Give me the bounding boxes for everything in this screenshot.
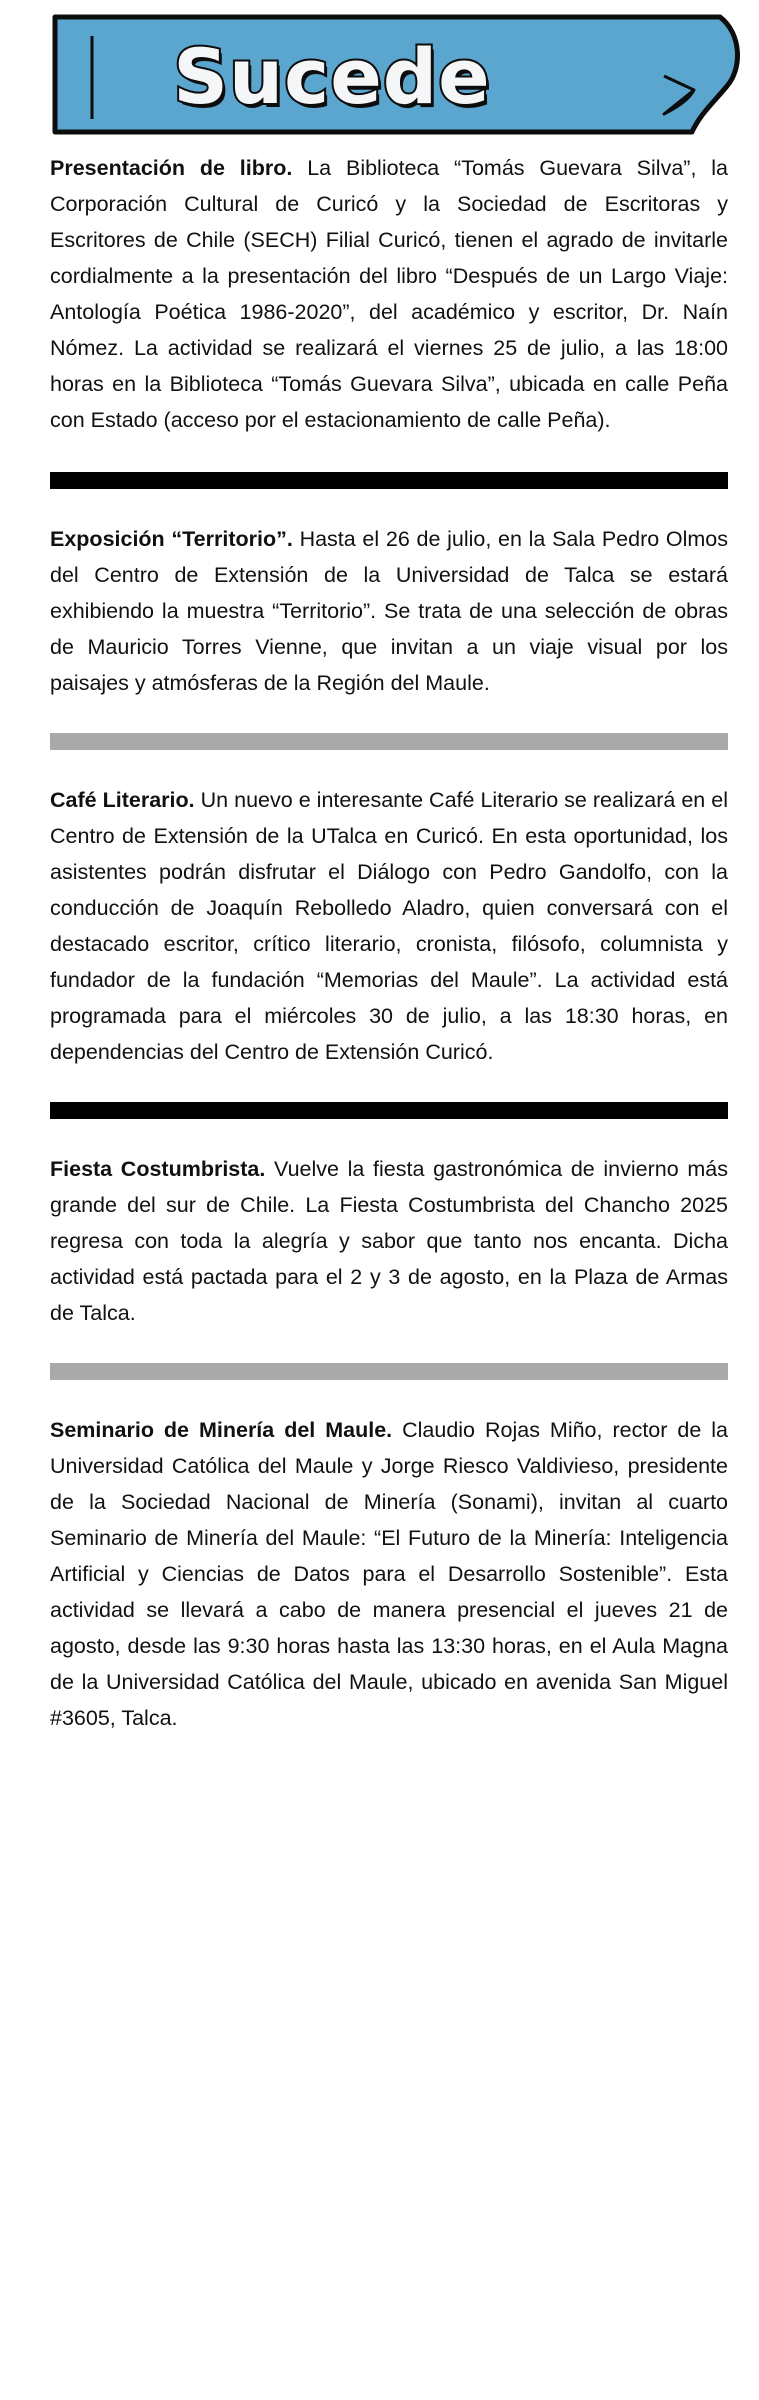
event-body: Vuelve la fiesta gastronómica de invierno más grande del sur de Chile. La Fiesta Costumbrista del Chancho 2025 regresa con toda la alegría y sabor que tanto nos encanta. Dicha actividad está pactada para el 2 y 3 de agosto, en la Plaza de Armas de Talca. [50,1157,728,1325]
event-title: Seminario de Minería del Maule. [50,1418,393,1442]
event-title: Fiesta Costumbrista. [50,1157,266,1181]
separator-bar [50,1363,728,1380]
event-item-seminario-mineria [50,1412,728,1736]
event-title: Café Literario. [50,788,195,812]
section-title: Sucede [173,32,491,121]
event-item-exposicion-territorio [50,521,728,701]
separator-bar [50,1102,728,1119]
event-body: Claudio Rojas Miño, rector de la Universidad Católica del Maule y Jorge Riesco Valdivieso, presidente de la Sociedad Nacional de Minería (Sonami), invitan al cuarto Seminario de Minería del Maule: “El Futuro de la Minería: Inteligencia Artificial y Ciencias de Datos para el Desarrollo Sostenible”. Esta actividad se llevará a cabo de manera presencial el jueves 21 de agosto, desde las 9:30 horas hasta las 13:30 horas, en el Aula Magna de la Universidad Católica del Maule, ubicado en avenida San Miguel #3605, Talca. [50,1418,728,1730]
event-title: Exposición “Territorio”. [50,527,293,551]
event-body: Un nuevo e interesante Café Literario se realizará en el Centro de Extensión de la UTalca en Curicó. En esta oportunidad, los asistentes podrán disfrutar el Diálogo con Pedro Gandolfo, con la conducción de Joaquín Rebolledo Aladro, quien conversará con el destacado escritor, crítico literario, cronista, filósofo, columnista y fundador de la fundación “Memorias del Maule”. La actividad está programada para el miércoles 30 de julio, a las 18:30 horas, en dependencias del Centro de Extensión Curicó. [50,788,728,1064]
event-body: Hasta el 26 de julio, en la Sala Pedro Olmos del Centro de Extensión de la Universidad de Talca se estará exhibiendo la muestra “Territorio”. Se trata de una selección de obras de Mauricio Torres Vienne, que invitan a un viaje visual por los paisajes y atmósferas de la Región del Maule. [50,527,729,695]
event-item-presentacion-libro [50,150,728,438]
event-title: Presentación de libro. [50,156,293,180]
separator-bar [50,733,728,750]
separator-bar [50,472,728,489]
sucede-header-banner [52,14,742,146]
events-list [50,150,728,1736]
event-body: La Biblioteca “Tomás Guevara Silva”, la Corporación Cultural de Curicó y la Sociedad de Escritoras y Escritores de Chile (SECH) Filial Curicó, tienen el agrado de invitarle cordialmente a la presentación del libro “Después de un Largo Viaje: Antología Poética 1986-2020”, del académico y escritor, Dr. Naín Nómez. La actividad se realizará el viernes 25 de julio, a las 18:00 horas en la Biblioteca “Tomás Guevara Silva”, ubicada en calle Peña con Estado (acceso por el estacionamiento de calle Peña). [50,156,728,432]
event-item-cafe-literario [50,782,728,1070]
event-item-fiesta-costumbrista [50,1151,728,1331]
